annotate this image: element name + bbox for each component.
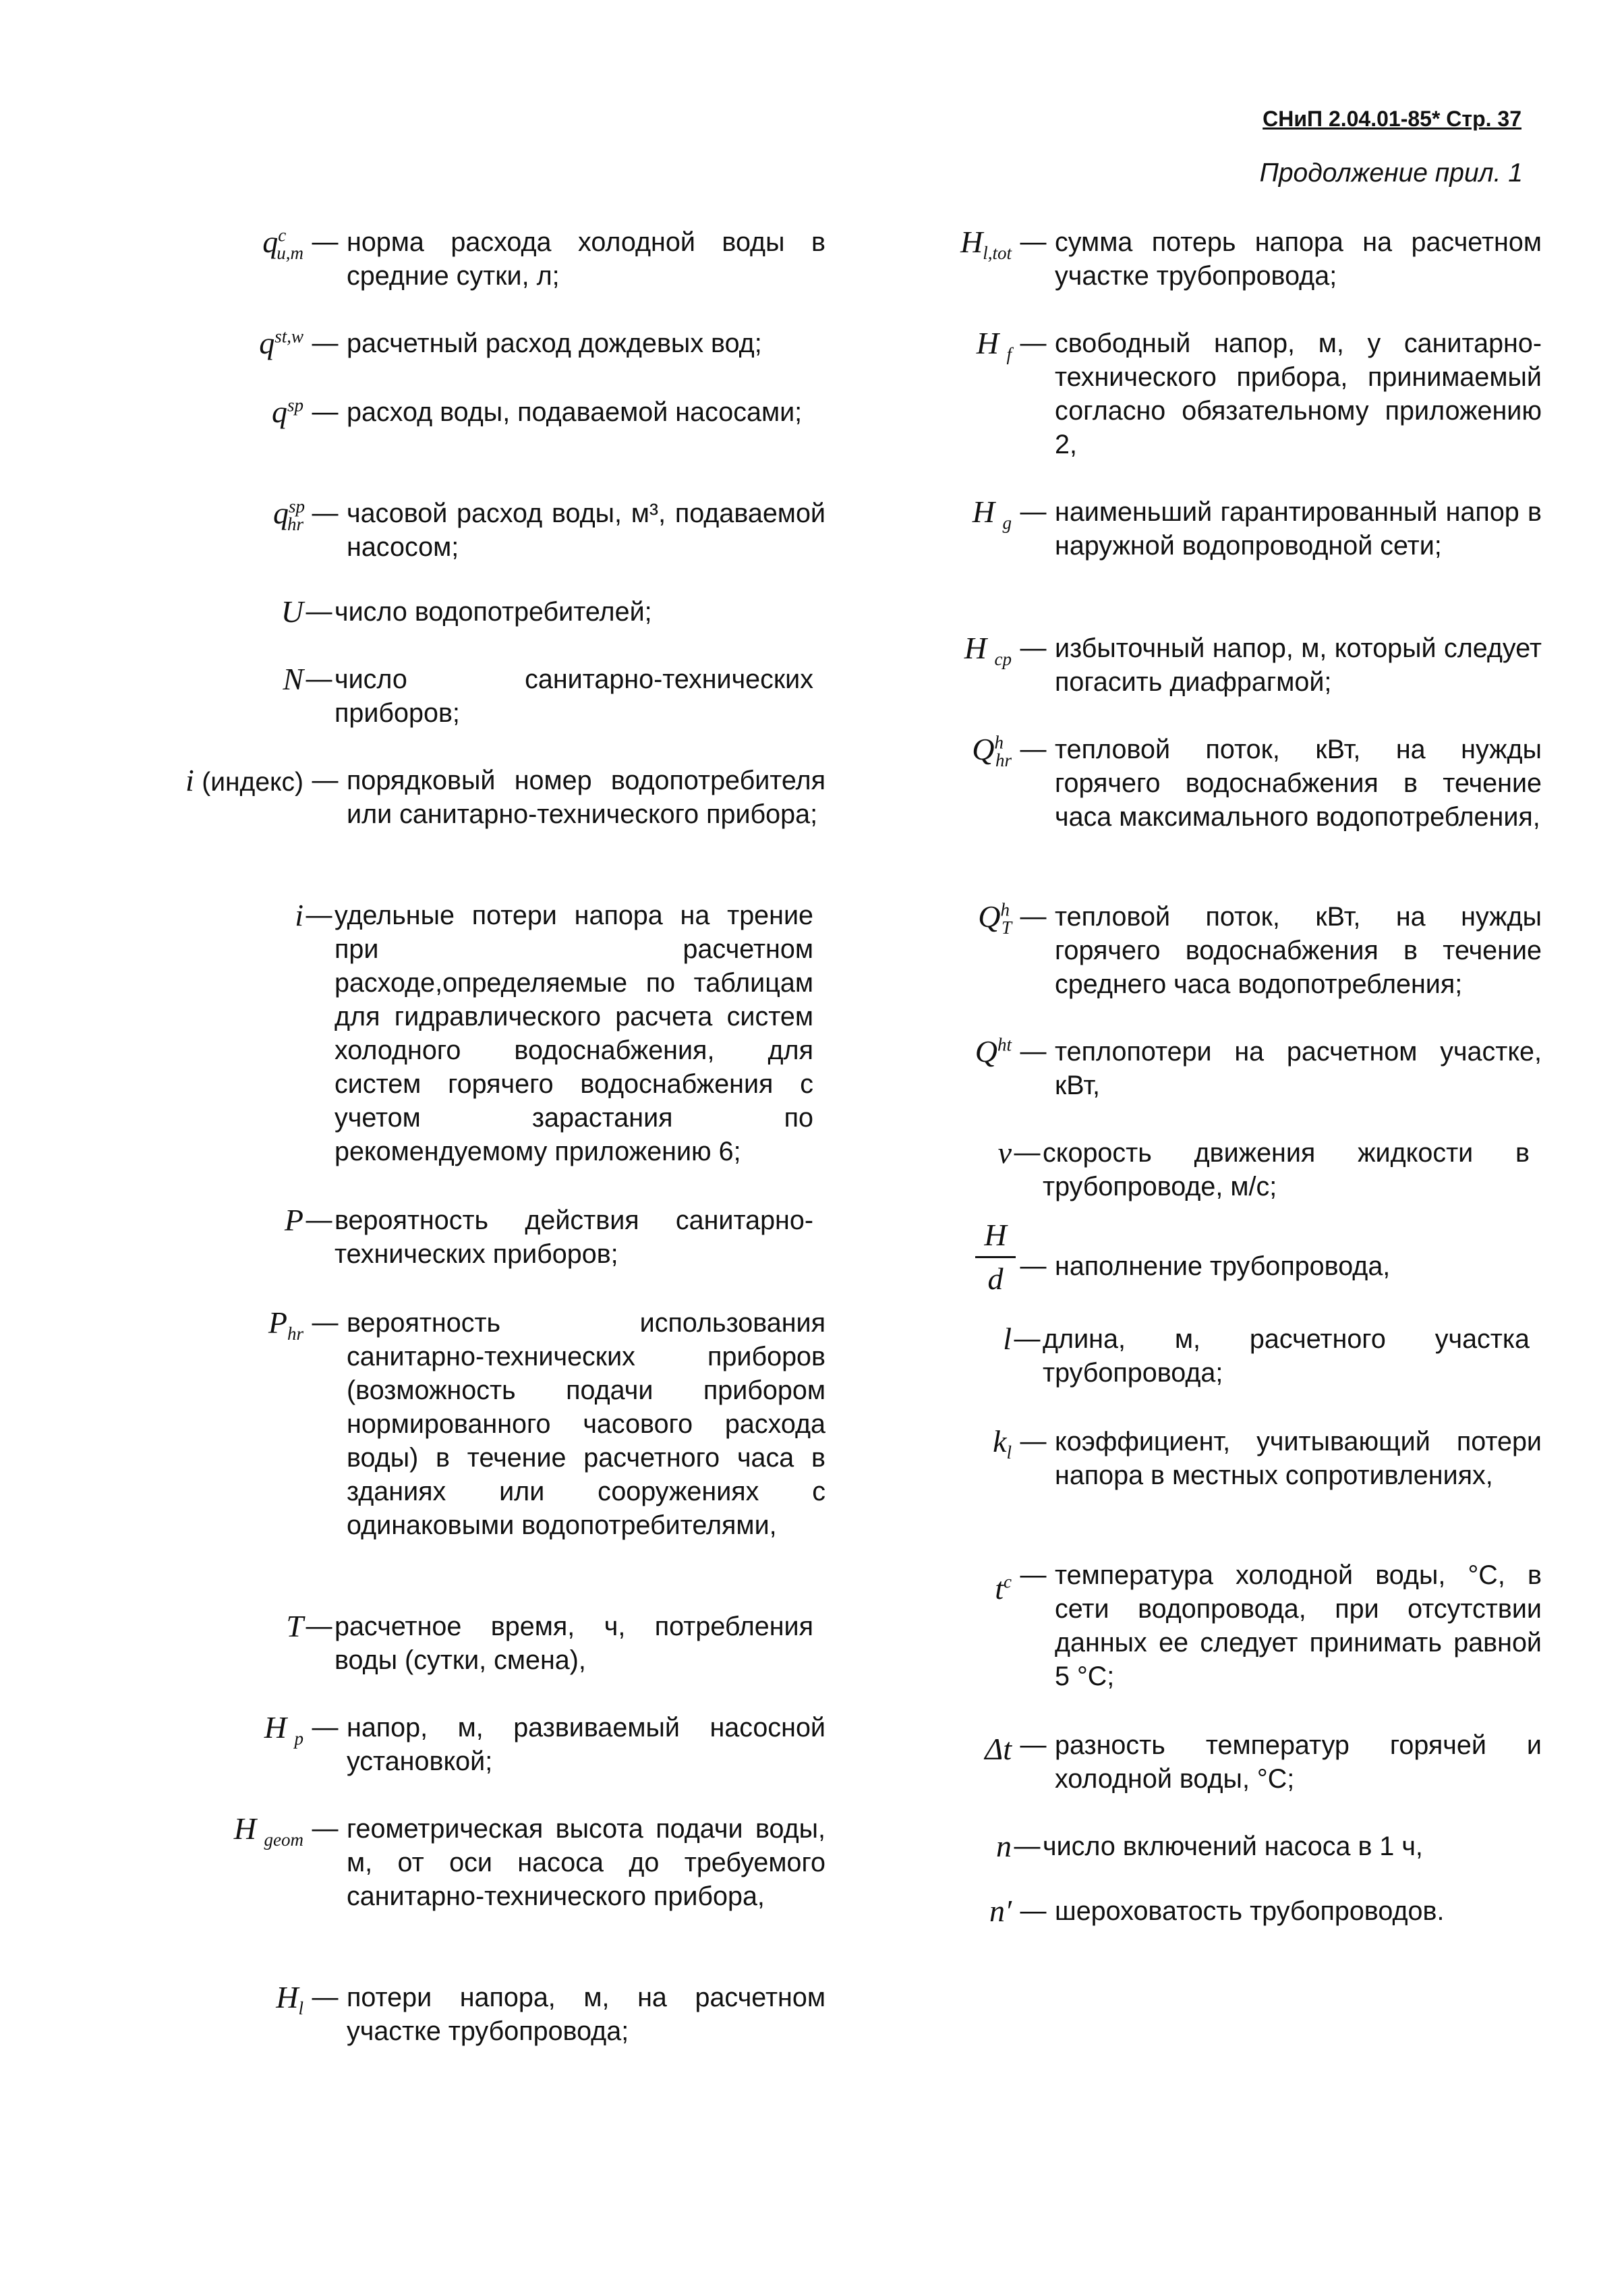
- symbol: $H_{l,tot}$: [960, 225, 1012, 264]
- term-l: [723, 1322, 1530, 1390]
- definition: потери напора, м, на расчетном участке трубопровода;: [347, 1983, 825, 2046]
- dash: —: [312, 227, 339, 256]
- definition: наименьший гарантированный напор в наружной водопроводной сети;: [1055, 497, 1542, 561]
- symbol: $q^c_{u,m}$: [262, 225, 303, 264]
- definition: сумма потерь напора на расчетном участке трубопровода;: [1055, 227, 1542, 291]
- symbol: P: [284, 1203, 303, 1237]
- term-H-p: [71, 1711, 825, 1778]
- definition: температура холодной воды, °С, в сети водопровода, при отсутствии данных ее следует принимать равной 5 °С;: [1055, 1560, 1542, 1691]
- definition: расход воды, подаваемой насосами;: [347, 397, 803, 427]
- term-v: [723, 1136, 1530, 1203]
- term-H-cp: [723, 631, 1542, 699]
- dash: —: [306, 901, 332, 930]
- dash: —: [1020, 1560, 1047, 1589]
- definition: шероховатость трубопроводов.: [1055, 1896, 1445, 1926]
- symbol: n′: [989, 1894, 1012, 1928]
- dash: —: [1020, 902, 1047, 931]
- term-T: [71, 1610, 813, 1677]
- definition: вероятность действия санитарно-технических приборов;: [335, 1206, 813, 1269]
- term-H-g: [723, 495, 1542, 563]
- symbol: U: [281, 594, 303, 629]
- symbol: $q^{st,w}$: [259, 326, 303, 360]
- symbol: $Q^{ht}$: [975, 1034, 1012, 1069]
- symbol: $q^{sp}_{hr}$: [272, 496, 305, 535]
- term-i: [71, 899, 813, 1168]
- dash: —: [1020, 1427, 1047, 1456]
- definition: коэффициент, учитывающий потери напора в местных сопротивлениях,: [1055, 1427, 1542, 1490]
- term-q-st-w: [71, 327, 825, 360]
- term-q-u-m: [71, 225, 825, 293]
- symbol: l: [1003, 1322, 1012, 1356]
- term-H-geom: [71, 1812, 825, 1913]
- dash: —: [306, 597, 332, 626]
- definition: число водопотребителей;: [335, 597, 652, 627]
- definition: геометрическая высота подачи воды, м, от оси насоса до требуемого санитарно-технического прибора,: [347, 1814, 825, 1911]
- term-i-index: [71, 764, 825, 831]
- definition: часовой расход воды, м³, подаваемой насосом;: [347, 499, 825, 562]
- dash: —: [1020, 1251, 1047, 1280]
- term-q-hr-sp: [71, 497, 825, 564]
- term-H-over-d: [723, 1218, 1542, 1307]
- definition: наполнение трубопровода,: [1055, 1251, 1391, 1281]
- definition: напор, м, развиваемый насосной установкой;: [347, 1713, 825, 1776]
- symbol: $H_l$: [276, 1980, 303, 2019]
- dash: —: [1020, 1730, 1047, 1759]
- term-t-c: [723, 1558, 1542, 1693]
- dash: —: [1020, 735, 1047, 764]
- definition: удельные потери напора на трение при расчетном расходе,определяемые по таблицам для гидравлического расчета систем холодного водоснабжения, для систем горячего водоснабжения с учетом зарастания по рекомендуемому приложению 6;: [335, 901, 813, 1166]
- symbol: N: [283, 662, 303, 696]
- symbol: v: [997, 1135, 1012, 1170]
- dash: —: [1014, 1138, 1041, 1167]
- dash: —: [312, 329, 339, 358]
- symbol: $t^c$: [995, 1571, 1012, 1606]
- dash: —: [312, 397, 339, 426]
- dash: —: [1014, 1324, 1041, 1353]
- dash: —: [1020, 1896, 1047, 1925]
- definition: тепловой поток, кВт, на нужды горячего водоснабжения в течение среднего часа водопотребления;: [1055, 902, 1542, 999]
- symbol: H $_{geom}$: [233, 1811, 303, 1850]
- symbol: $q^{sp}$: [271, 395, 303, 429]
- symbol: n: [996, 1829, 1012, 1863]
- definition: расчетный расход дождевых вод;: [347, 329, 762, 358]
- term-H-l: [71, 1981, 825, 2048]
- dash: —: [312, 1814, 339, 1843]
- definition: число включений насоса в 1 ч,: [1043, 1832, 1423, 1861]
- definition: расчетное время, ч, потребления воды (сутки, смена),: [335, 1612, 813, 1675]
- appendix-continuation: Продолжение прил. 1: [1259, 159, 1523, 188]
- symbol: H $_g$: [972, 494, 1012, 534]
- term-N: [71, 662, 813, 730]
- dash: —: [306, 1612, 332, 1641]
- symbol: H d: [723, 1224, 1012, 1307]
- symbol: i (индекс): [185, 763, 303, 797]
- definition: вероятность использования санитарно-технических приборов (возможность подачи прибором нормированного часового расхода воды) в течение расчетного часа в зданиях или сооружениях с одинаковыми водопотребителями,: [347, 1308, 825, 1540]
- dash: —: [312, 1308, 339, 1337]
- dash: —: [1020, 497, 1047, 526]
- symbol: Δt: [985, 1732, 1012, 1766]
- symbol: T: [286, 1609, 303, 1643]
- definition: свободный напор, м, у санитарно-технического прибора, принимаемый согласно обязательному приложению 2,: [1055, 329, 1542, 459]
- definition: тепловой поток, кВт, на нужды горячего водоснабжения в течение часа максимального водопотребления,: [1055, 735, 1542, 832]
- definition: число санитарно-технических приборов;: [335, 664, 813, 728]
- dash: —: [1020, 227, 1047, 256]
- dash: —: [312, 1713, 339, 1742]
- term-U: [71, 595, 813, 629]
- dash: —: [312, 499, 339, 528]
- dash: —: [306, 1206, 332, 1235]
- definition: скорость движения жидкости в трубопроводе, м/с;: [1043, 1138, 1530, 1201]
- dash: —: [1020, 329, 1047, 358]
- term-P: [71, 1203, 813, 1271]
- symbol: $P_{hr}$: [268, 1305, 303, 1344]
- definition: длина, м, расчетного участка трубопровода;: [1043, 1324, 1530, 1388]
- dash: —: [306, 664, 332, 693]
- term-Q-T-h: [723, 900, 1542, 1001]
- term-Q-hr-h: [723, 733, 1542, 834]
- symbol: H $_f$: [976, 326, 1012, 365]
- definition: порядковый номер водопотребителя или санитарно-технического прибора;: [347, 766, 825, 829]
- symbol: $Q^h_T$: [978, 899, 1012, 938]
- symbol: H $_p$: [264, 1710, 303, 1749]
- dash: —: [312, 766, 339, 795]
- term-q-sp: [71, 395, 825, 429]
- dash: —: [1020, 1037, 1047, 1066]
- term-Q-ht: [723, 1035, 1542, 1102]
- symbol: $k_l$: [993, 1424, 1012, 1463]
- term-k-l: [723, 1425, 1542, 1492]
- definition: теплопотери на расчетном участке, кВт,: [1055, 1037, 1542, 1100]
- dash: —: [312, 1983, 339, 2012]
- definition: избыточный напор, м, который следует погасить диафрагмой;: [1055, 633, 1542, 697]
- dash: —: [1020, 633, 1047, 662]
- term-H-f: [723, 327, 1542, 461]
- page-header: СНиП 2.04.01-85* Стр. 37: [1263, 107, 1521, 131]
- term-n-prime: [723, 1894, 1542, 1928]
- dash: —: [1014, 1832, 1041, 1861]
- symbol: H $_{cp}$: [964, 631, 1012, 670]
- symbol: i: [295, 898, 303, 932]
- term-P-hr: [71, 1306, 825, 1542]
- definition: норма расхода холодной воды в средние сутки, л;: [347, 227, 825, 291]
- definition: разность температур горячей и холодной воды, °С;: [1055, 1730, 1542, 1794]
- term-H-l-tot: [723, 225, 1542, 293]
- term-n: [723, 1830, 1530, 1863]
- symbol: $Q^h_{hr}$: [972, 732, 1012, 771]
- term-delta-t: [723, 1728, 1542, 1796]
